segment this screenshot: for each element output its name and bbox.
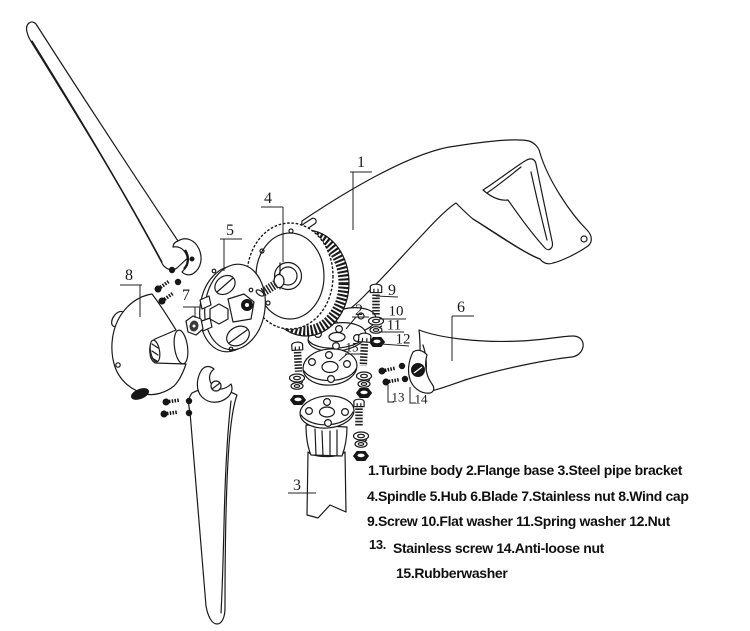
part-callout-15: 15 [345, 339, 359, 355]
part-callout-9: 9 [388, 282, 396, 299]
part-callout-10: 10 [388, 303, 404, 320]
part-callout-3: 3 [293, 477, 301, 494]
blade-lower-drawing [189, 367, 237, 624]
part-callout-7: 7 [182, 287, 190, 304]
part-callout-14: 14 [414, 391, 428, 407]
wind-cap-drawing [109, 294, 190, 402]
part-callout-5: 5 [226, 222, 234, 239]
legend-line-4: Stainless screw 14.Anti-loose nut [393, 540, 604, 556]
blade-right-drawing [409, 330, 584, 393]
legend-line-2: 4.Spindle 5.Hub 6.Blade 7.Stainless nut 8.Wind cap [367, 488, 689, 504]
part-callout-1: 1 [357, 154, 365, 171]
legend-line-3: 9.Screw 10.Flat washer 11.Spring washer 12.Nut [367, 513, 670, 529]
blade-upper-drawing [27, 22, 201, 275]
legend-line-4-prefix: 13. [369, 537, 387, 552]
part-callout-2: 2 [355, 302, 363, 319]
part-callout-4: 4 [264, 190, 272, 207]
pipe-bracket-drawing [299, 394, 356, 518]
legend-line-5: 15.Rubberwasher [396, 565, 508, 581]
stainless-nut-drawing [186, 316, 203, 335]
part-callout-6: 6 [457, 299, 465, 316]
part-callout-12: 12 [395, 331, 411, 348]
part-callout-8: 8 [125, 267, 133, 284]
legend-line-1: 1.Turbine body 2.Flange base 3.Steel pipe bracket [368, 462, 683, 478]
part-callout-11: 11 [386, 317, 402, 334]
part-callout-13: 13 [391, 389, 405, 405]
